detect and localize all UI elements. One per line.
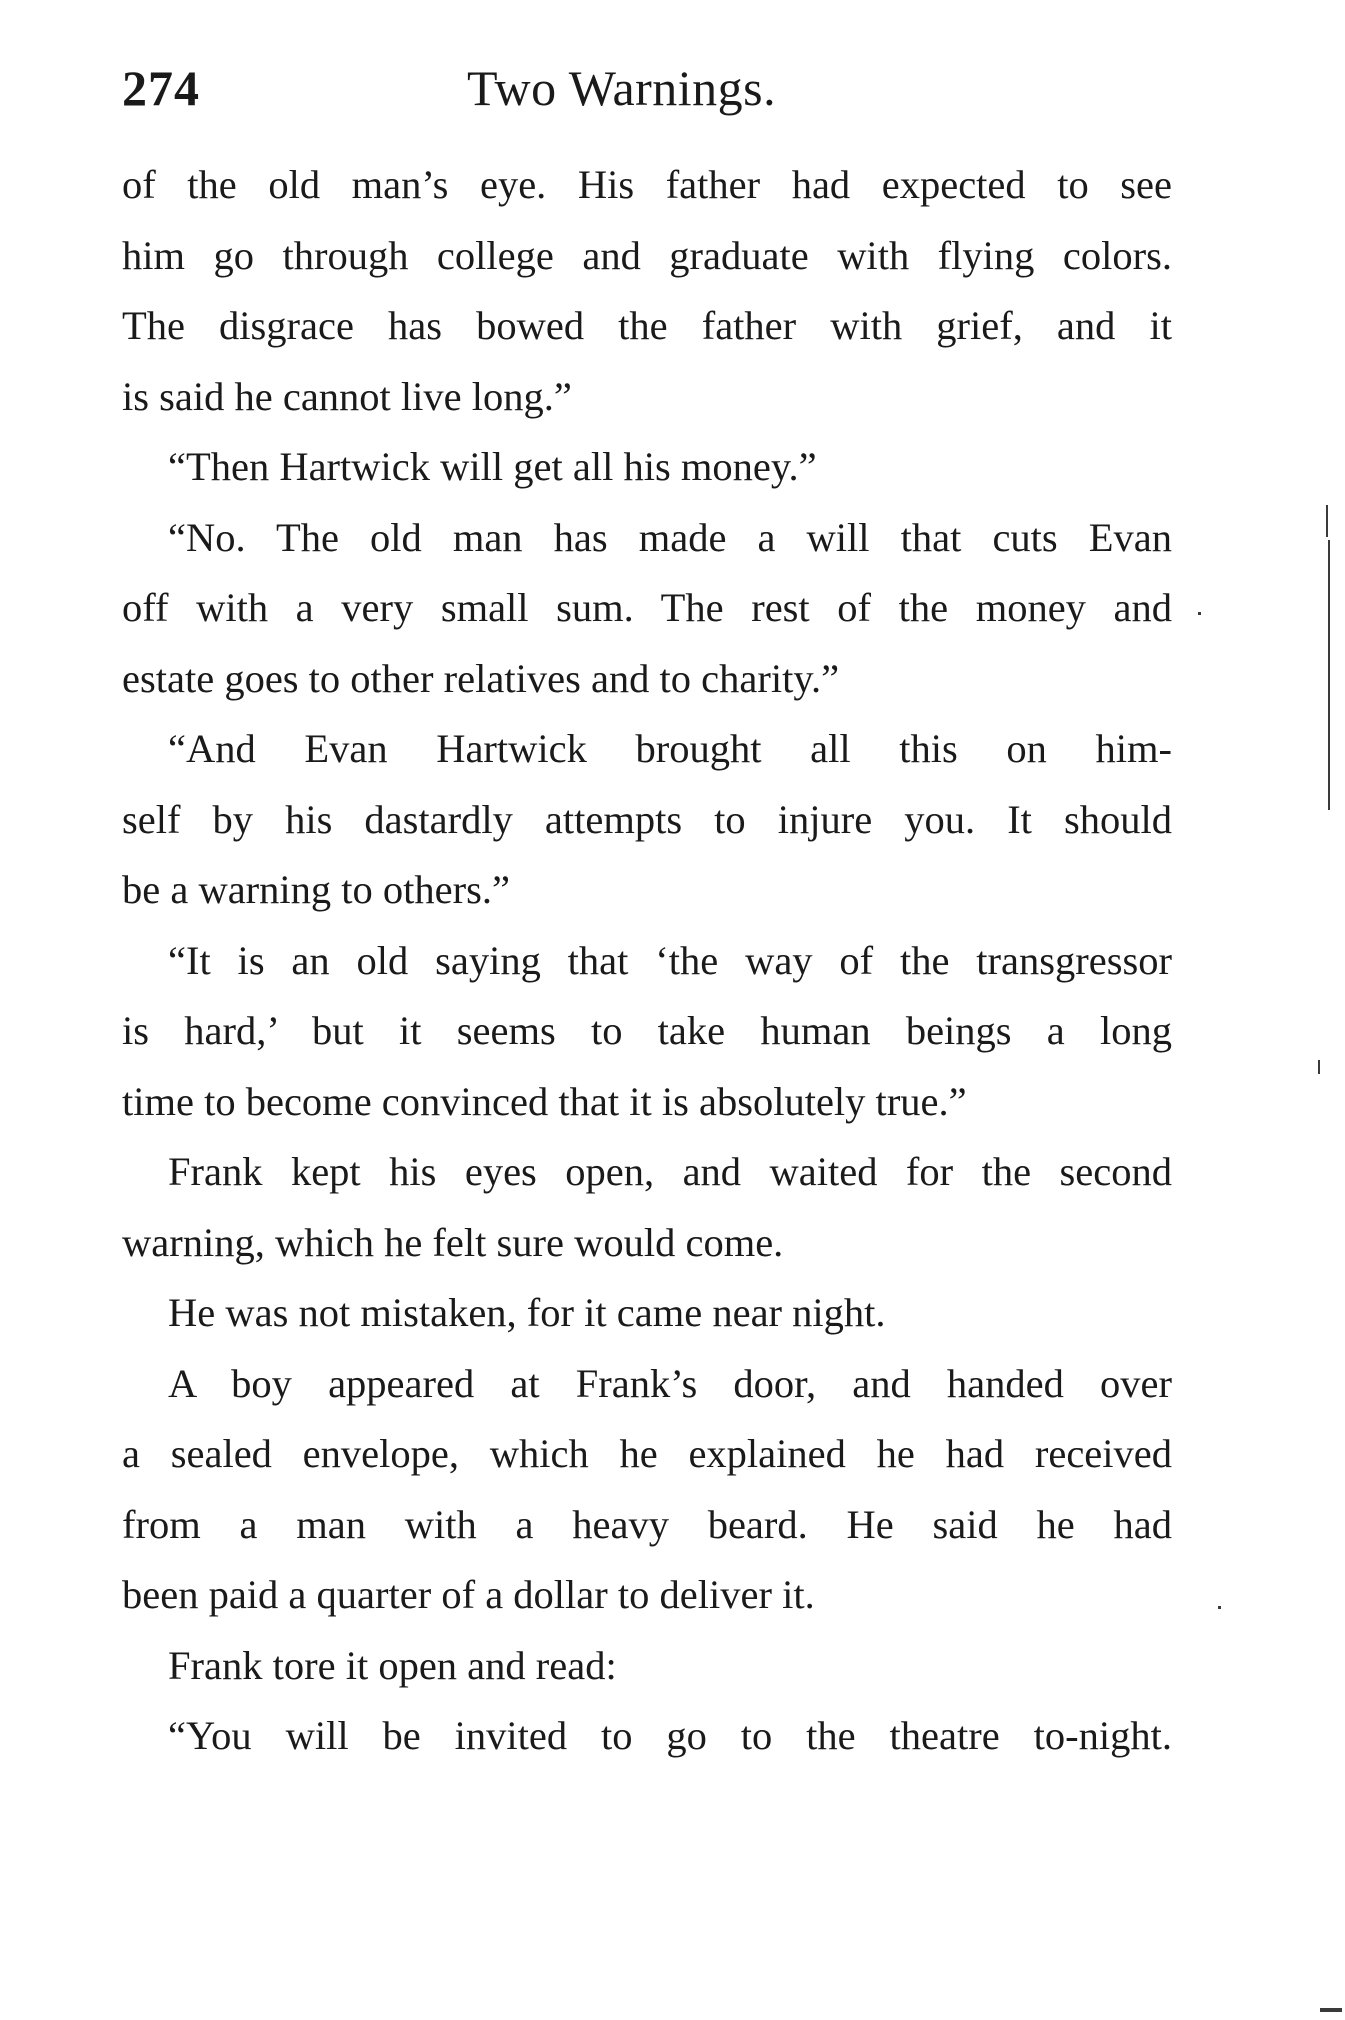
text-line: “No. The old man has made a will that cuts Evan xyxy=(168,514,1172,560)
text-line: of the old man’s eye. His father had expected to see xyxy=(122,162,1172,207)
text-line: from a man with a heavy beard. He said he had xyxy=(122,1501,1172,1547)
text-line: He was not mistaken, for it came near night. xyxy=(168,1290,886,1335)
scan-speck xyxy=(1218,1606,1221,1609)
scan-edge-mark xyxy=(1320,2008,1342,2012)
text-line: self by his dastardly attempts to injure you. It should xyxy=(122,796,1172,842)
text-line: “And Evan Hartwick brought all this on him- xyxy=(168,726,1172,771)
scan-margin-line xyxy=(1328,540,1330,810)
page-number: 274 xyxy=(122,60,200,116)
text-line: is said he cannot live long.” xyxy=(122,373,572,419)
text-line: off with a very small sum. The rest of the money and xyxy=(122,585,1172,630)
text-line: estate goes to other relatives and to charity.” xyxy=(122,655,840,701)
running-head xyxy=(122,48,1172,128)
text-line: is hard,’ but it seems to take human beings a long xyxy=(122,1008,1172,1053)
scan-speck xyxy=(1318,1060,1320,1074)
text-line: The disgrace has bowed the father with grief, and it xyxy=(122,303,1172,348)
text-line: him go through college and graduate with flying colors. xyxy=(122,232,1172,278)
text-line: time to become convinced that it is absolutely true.” xyxy=(122,1078,967,1124)
text-line: Frank tore it open and read: xyxy=(168,1642,617,1688)
scan-speck xyxy=(1198,612,1201,615)
body-text xyxy=(122,150,1172,1772)
text-line: “It is an old saying that ‘the way of the transgressor xyxy=(168,937,1172,983)
text-line: A boy appeared at Frank’s door, and handed over xyxy=(168,1360,1172,1406)
text-line: be a warning to others.” xyxy=(122,867,510,912)
text-line: “You will be invited to go to the theatre to-night. xyxy=(168,1713,1172,1758)
text-line: been paid a quarter of a dollar to deliver it. xyxy=(122,1572,815,1617)
text-line: “Then Hartwick will get all his money.” xyxy=(168,444,817,489)
scan-margin-tick xyxy=(1326,505,1328,537)
running-title: Two Warnings. xyxy=(467,60,777,116)
text-line: a sealed envelope, which he explained he had received xyxy=(122,1431,1172,1476)
text-line: warning, which he felt sure would come. xyxy=(122,1219,784,1265)
text-line: Frank kept his eyes open, and waited for the second xyxy=(168,1149,1172,1194)
